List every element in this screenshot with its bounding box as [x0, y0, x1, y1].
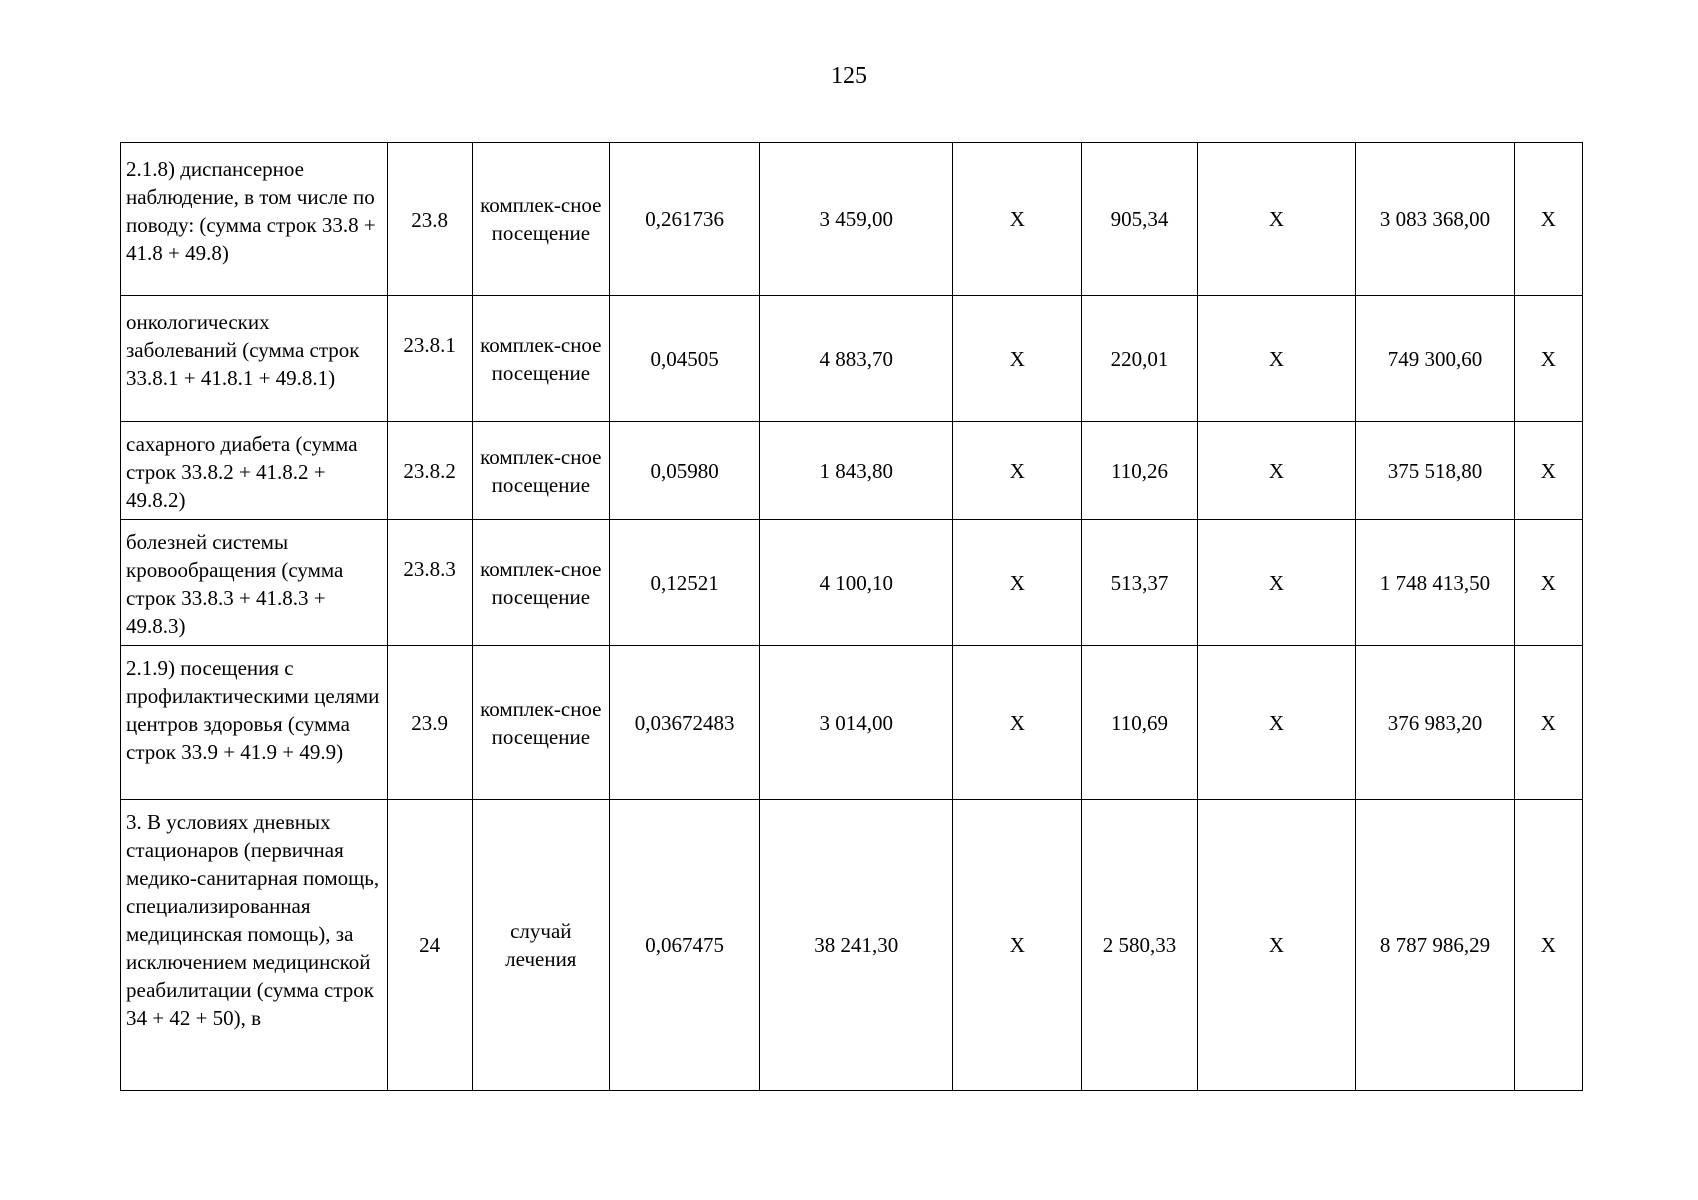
- row-cell: 1 843,80: [760, 422, 953, 520]
- row-code-cell: 23.8.3: [387, 520, 472, 646]
- row-cell: X: [953, 143, 1082, 296]
- row-cell: 905,34: [1082, 143, 1197, 296]
- row-cell: 8 787 986,29: [1356, 800, 1514, 1091]
- page-number: 125: [831, 63, 867, 89]
- row-cell: 1 748 413,50: [1356, 520, 1514, 646]
- table-row: [121, 800, 1583, 1091]
- row-cell: 0,261736: [610, 143, 760, 296]
- row-cell: X: [1197, 800, 1355, 1091]
- data-table: [120, 142, 1583, 1091]
- row-unit-cell: случай лечения: [472, 800, 609, 1091]
- row-cell: 376 983,20: [1356, 646, 1514, 800]
- row-cell: X: [953, 296, 1082, 422]
- row-cell: X: [1514, 143, 1582, 296]
- row-cell: 220,01: [1082, 296, 1197, 422]
- row-unit-cell: комплек-сное посещение: [472, 143, 609, 296]
- row-code-cell: 24: [387, 800, 472, 1091]
- row-name-cell: сахарного диабета (сумма строк 33.8.2 + 41.8.2 + 49.8.2): [121, 422, 388, 520]
- row-cell: X: [1197, 646, 1355, 800]
- row-cell: 110,26: [1082, 422, 1197, 520]
- row-cell: X: [1197, 143, 1355, 296]
- row-cell: 3 083 368,00: [1356, 143, 1514, 296]
- row-cell: 0,067475: [610, 800, 760, 1091]
- row-cell: X: [1514, 800, 1582, 1091]
- table-row: [121, 520, 1583, 646]
- row-cell: X: [1514, 422, 1582, 520]
- row-code-cell: 23.8.1: [387, 296, 472, 422]
- row-unit-cell: комплек-сное посещение: [472, 520, 609, 646]
- row-cell: 375 518,80: [1356, 422, 1514, 520]
- row-name-cell: болезней системы кровообращения (сумма строк 33.8.3 + 41.8.3 + 49.8.3): [121, 520, 388, 646]
- row-cell: 749 300,60: [1356, 296, 1514, 422]
- row-name-cell: 2.1.9) посещения с профилактическими целями центров здоровья (сумма строк 33.9 + 41.9 + 49.9): [121, 646, 388, 800]
- row-cell: 38 241,30: [760, 800, 953, 1091]
- row-cell: X: [1514, 646, 1582, 800]
- row-unit-cell: комплек-сное посещение: [472, 646, 609, 800]
- row-cell: X: [1514, 296, 1582, 422]
- row-code-cell: 23.8: [387, 143, 472, 296]
- row-cell: X: [953, 800, 1082, 1091]
- row-cell: X: [1197, 422, 1355, 520]
- row-name-cell: 2.1.8) диспансерное наблюдение, в том числе по поводу: (сумма строк 33.8 + 41.8 + 49.8): [121, 143, 388, 296]
- row-cell: X: [1197, 296, 1355, 422]
- row-cell: X: [953, 422, 1082, 520]
- row-cell: 110,69: [1082, 646, 1197, 800]
- row-cell: 0,04505: [610, 296, 760, 422]
- row-cell: X: [953, 646, 1082, 800]
- row-cell: X: [953, 520, 1082, 646]
- row-cell: X: [1197, 520, 1355, 646]
- table-row: [121, 143, 1583, 296]
- row-code-cell: 23.9: [387, 646, 472, 800]
- row-cell: 4 883,70: [760, 296, 953, 422]
- row-cell: 2 580,33: [1082, 800, 1197, 1091]
- row-cell: 4 100,10: [760, 520, 953, 646]
- row-unit-cell: комплек-сное посещение: [472, 296, 609, 422]
- row-name-cell: онкологических заболеваний (сумма строк 33.8.1 + 41.8.1 + 49.8.1): [121, 296, 388, 422]
- row-unit-cell: комплек-сное посещение: [472, 422, 609, 520]
- row-cell: 3 459,00: [760, 143, 953, 296]
- row-cell: X: [1514, 520, 1582, 646]
- row-cell: 513,37: [1082, 520, 1197, 646]
- row-cell: 0,05980: [610, 422, 760, 520]
- row-name-cell: 3. В условиях дневных стационаров (первичная медико-санитарная помощь, специализированная медицинская помощь), за исключением медицинской реабилитации (сумма строк 34 + 42 + 50), в: [121, 800, 388, 1091]
- row-cell: 3 014,00: [760, 646, 953, 800]
- table-row: [121, 646, 1583, 800]
- table-row: [121, 296, 1583, 422]
- row-cell: 0,03672483: [610, 646, 760, 800]
- row-code-cell: 23.8.2: [387, 422, 472, 520]
- row-cell: 0,12521: [610, 520, 760, 646]
- table-row: [121, 422, 1583, 520]
